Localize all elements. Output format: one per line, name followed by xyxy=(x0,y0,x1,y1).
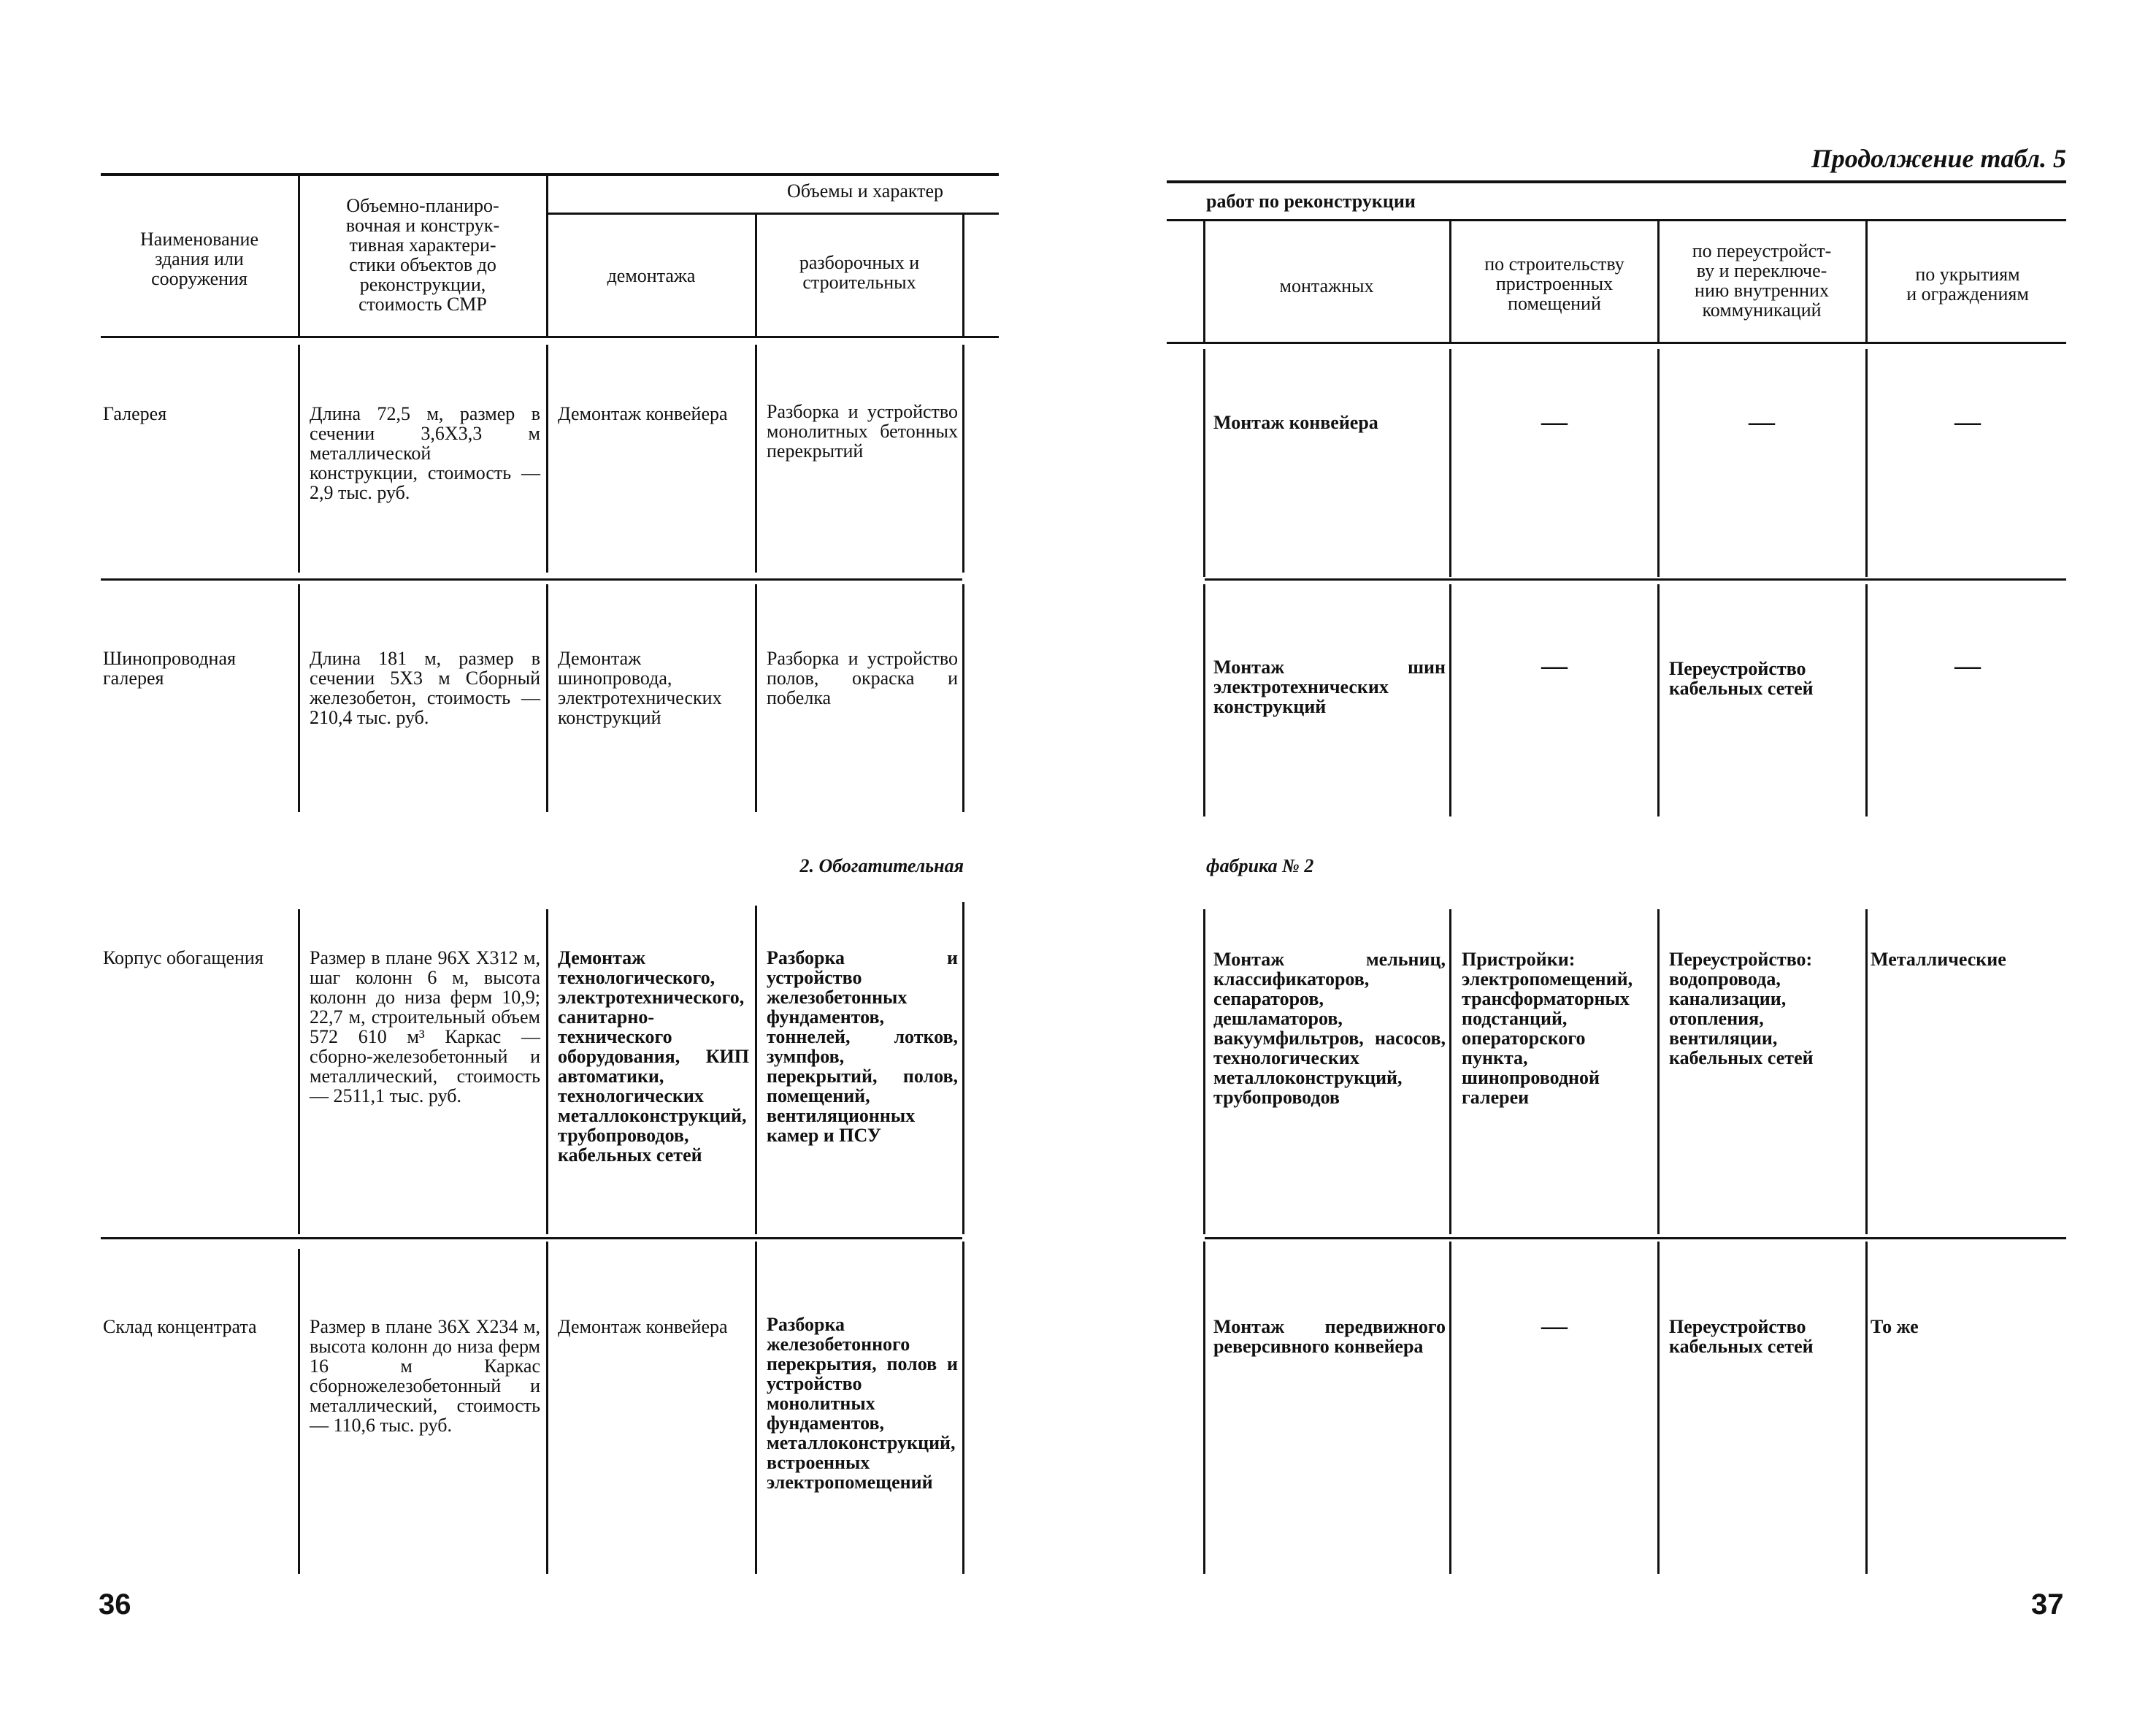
col-sep-4 xyxy=(962,1242,964,1574)
row4-utilities: Переустройство кабельных сетей xyxy=(1669,1316,1814,1357)
header-construction: разборочных и строительных xyxy=(799,252,920,293)
row2-dismantling: Демонтаж шинопровода, электротехнических конструкций xyxy=(558,648,722,728)
col-sep-2 xyxy=(1449,1242,1451,1574)
row2-assembly: Монтаж шин электротехнических конструкций xyxy=(1213,657,1446,717)
col-sep-4 xyxy=(1865,221,1868,342)
row2-utilities: Переустройство кабельных сетей xyxy=(1669,658,1814,699)
row2-construction: Разборка и устройство полов, окраска и побелка xyxy=(767,648,958,708)
header-name: Наименование здания или сооружения xyxy=(140,229,258,289)
col-sep-2 xyxy=(546,1242,548,1574)
col-sep-2 xyxy=(546,909,548,1234)
col-sep-2 xyxy=(1449,221,1451,342)
row4-dismantling: Демонтаж конвейера xyxy=(558,1316,728,1337)
row4-name: Склад концентрата xyxy=(103,1316,257,1337)
col-sep-4 xyxy=(962,345,964,573)
rule-top-thick xyxy=(101,173,999,176)
row3-assembly: Монтаж мельниц, классификаторов, сепараторов, дешламаторов, вакуумфильтров, насосов, технологических металлоконструкций, трубопроводов xyxy=(1213,949,1446,1108)
row2-covering: — xyxy=(1954,651,1981,680)
col-sep-2 xyxy=(1449,584,1451,816)
row3-name: Корпус обогащения xyxy=(103,947,264,968)
row1-name: Галерея xyxy=(103,403,167,424)
col-sep-3 xyxy=(1657,584,1660,816)
col-sep-1 xyxy=(1203,584,1205,816)
col-sep-4 xyxy=(962,214,964,336)
row2-characteristics: Длина 181 м, размер в сечении 5Х3 м Сборный железобетон, стоимость — 210,4 тыс. руб. xyxy=(310,648,540,728)
col-sep-1 xyxy=(298,345,300,573)
row3-utilities: Переустройство: водопровода, канализации, отопления, вентиляции, кабельных сетей xyxy=(1669,949,1814,1068)
row1-utilities: — xyxy=(1749,407,1775,436)
col-sep-2 xyxy=(1449,909,1451,1234)
row1-covering: — xyxy=(1954,407,1981,436)
col-sep-4 xyxy=(1865,584,1868,816)
rule-row-3 xyxy=(1205,1237,2066,1239)
col-sep-1 xyxy=(298,1249,300,1574)
row3-covering: Металлические xyxy=(1871,949,2006,970)
col-sep-4 xyxy=(1865,909,1868,1234)
row2-annex: — xyxy=(1541,651,1568,680)
row3-construction: Разборка и устройство железобетонных фундаментов, тоннелей, лотков, зумпфов, перекрытий, полов, помещений, вентиляционных камер и ПСУ xyxy=(767,947,958,1146)
rule-header-bottom xyxy=(1167,342,2066,344)
col-sep-3 xyxy=(1657,909,1660,1234)
row2-name: Шинопроводная галерея xyxy=(103,648,236,689)
rule-header-bottom xyxy=(101,336,999,338)
row1-construction: Разборка и устройство монолитных бетонных перекрытий xyxy=(767,401,958,462)
row4-construction: Разборка железобетонного перекрытия, полов и устройство монолитных фундаментов, металлоконструкций, встроенных электропомещений xyxy=(767,1314,958,1493)
row1-assembly: Монтаж конвейера xyxy=(1213,412,1378,433)
rule-row-3 xyxy=(101,1237,962,1239)
header-dismantling: демонтажа xyxy=(607,265,696,286)
header-annex: по строительству пристроенных помещений xyxy=(1484,253,1624,314)
col-sep-2 xyxy=(546,345,548,573)
col-sep-4 xyxy=(1865,1242,1868,1574)
page-number-left: 36 xyxy=(99,1588,131,1621)
row1-characteristics: Длина 72,5 м, размер в сечении 3,6Х3,3 м металлической конструкции, стоимость — 2,9 тыс. руб. xyxy=(310,403,540,503)
row4-covering: То же xyxy=(1871,1316,1919,1337)
header-assembly: монтажных xyxy=(1279,275,1374,297)
row4-characteristics: Размер в плане 36Х Х234 м, высота колонн до низа ферм 16 м Каркас сборножелезобетонный и металлический, стоимость — 110,6 тыс. руб. xyxy=(310,1316,540,1436)
rule-row-1 xyxy=(1205,578,2066,581)
col-sep-3 xyxy=(1657,349,1660,577)
page-number-right: 37 xyxy=(2031,1588,2064,1621)
header-covering: по укрытиям и ограждениям xyxy=(1906,264,2029,305)
header-volumes-group: Объемы и характер xyxy=(786,180,944,202)
col-sep-1 xyxy=(1203,349,1205,577)
rule-subheader xyxy=(548,213,999,215)
col-sep-4 xyxy=(962,902,964,1234)
rule-subheader xyxy=(1167,219,2066,221)
row3-annex: Пристройки: электропомещений, трансформаторных подстанций, операторского пункта, шинопроводной галереи xyxy=(1462,949,1633,1108)
col-sep-2 xyxy=(1449,349,1451,577)
col-sep-1 xyxy=(1203,221,1205,342)
row1-dismantling: Демонтаж конвейера xyxy=(558,403,728,424)
row3-dismantling: Демонтаж технологического, электротехнического, санитарно-технического оборудования, КИП автоматики, технологических металлоконструкций, трубопроводов, кабельных сетей xyxy=(558,947,749,1166)
row4-annex: — xyxy=(1541,1311,1568,1340)
rule-row-1 xyxy=(101,578,962,581)
row1-annex: — xyxy=(1541,407,1568,436)
col-sep-3 xyxy=(755,584,757,812)
col-sep-2 xyxy=(546,175,548,336)
header-utilities: по переустройст- ву и переключе- нию внутренних коммуникаций xyxy=(1692,240,1832,321)
col-sep-3 xyxy=(1657,221,1660,342)
col-sep-1 xyxy=(298,175,300,336)
col-sep-3 xyxy=(755,345,757,573)
col-sep-1 xyxy=(298,909,300,1234)
col-sep-1 xyxy=(298,584,300,812)
col-sep-3 xyxy=(1657,1242,1660,1574)
col-sep-3 xyxy=(755,214,757,336)
group-header: работ по реконструкции xyxy=(1206,191,1416,212)
col-sep-3 xyxy=(755,1242,757,1574)
col-sep-1 xyxy=(1203,909,1205,1234)
section-title-right: фабрика № 2 xyxy=(1206,855,1314,876)
col-sep-4 xyxy=(1865,349,1868,577)
header-characteristics: Объемно-планиро- вочная и конструк- тивная характери- стики объектов до реконструкции, стоимость СМР xyxy=(345,195,500,315)
rule-top-thick xyxy=(1167,180,2066,183)
col-sep-4 xyxy=(962,584,964,812)
row4-assembly: Монтаж передвижного реверсивного конвейера xyxy=(1213,1316,1446,1357)
table-caption: Продолжение табл. 5 xyxy=(1811,144,2066,173)
col-sep-1 xyxy=(1203,1242,1205,1574)
section-title-left: 2. Обогатительная xyxy=(799,855,964,876)
col-sep-3 xyxy=(755,906,757,1234)
row3-characteristics: Размер в плане 96Х Х312 м, шаг колонн 6 м, высота колонн до низа ферм 10,9; 22,7 м, строительный объем 572 610 м³ Каркас — сборно-железобетонный и металлический, стоимость — 2511,1 тыс. руб. xyxy=(310,947,540,1106)
col-sep-2 xyxy=(546,584,548,812)
